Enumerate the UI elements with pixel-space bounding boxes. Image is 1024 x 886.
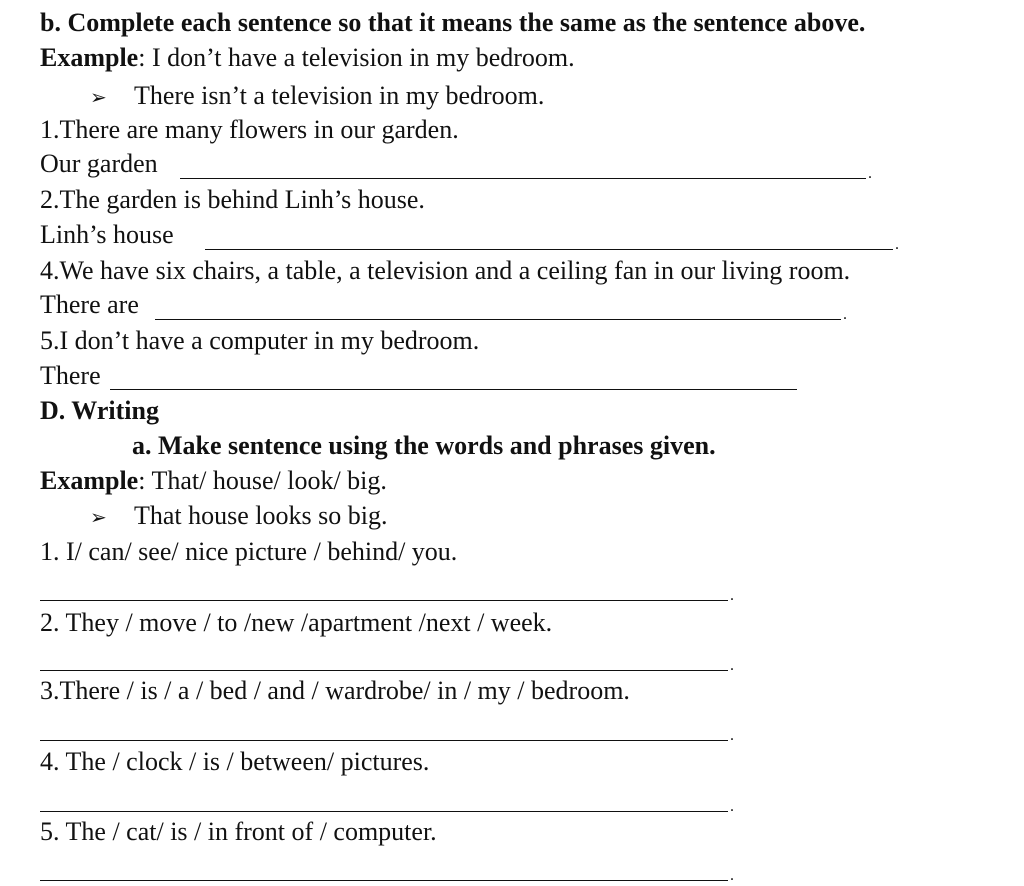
section-b-heading: b. Complete each sentence so that it means the same as the sentence above.: [40, 8, 866, 37]
item-prompt: 5.I don’t have a computer in my bedroom.: [40, 326, 480, 355]
answer-blank[interactable]: [40, 880, 728, 881]
example-line: [40, 466, 387, 496]
answer-blank[interactable]: [40, 670, 728, 671]
answer-blank[interactable]: [180, 178, 866, 179]
period: .: [895, 236, 899, 253]
writing-item: 3.There / is / a / bed / and / wardrobe/ in / my / bedroom.: [40, 676, 630, 705]
writing-item: 1. I/ can/ see/ nice picture / behind/ you.: [40, 537, 458, 566]
arrow-icon: ➢: [90, 505, 107, 529]
writing-item: 5. The / cat/ is / in front of / computer.: [40, 817, 437, 846]
answer-blank[interactable]: [155, 319, 841, 320]
example-label: Example: [40, 466, 139, 495]
item-start: There: [40, 361, 101, 390]
example-answer-line: [90, 81, 544, 111]
writing-item: 4. The / clock / is / between/ pictures.: [40, 747, 430, 776]
arrow-icon: ➢: [90, 85, 107, 109]
example-text: : I don’t have a television in my bedroom.: [138, 43, 575, 72]
example-answer: That house looks so big.: [134, 501, 388, 530]
period: .: [730, 727, 734, 744]
answer-blank[interactable]: [205, 249, 893, 250]
period: .: [730, 657, 734, 674]
answer-blank[interactable]: [110, 389, 797, 390]
answer-blank[interactable]: [40, 600, 728, 601]
example-answer-line: [90, 501, 388, 531]
section-d-subheading: a. Make sentence using the words and phrases given.: [132, 431, 716, 460]
period: .: [730, 798, 734, 815]
answer-blank[interactable]: [40, 811, 728, 812]
period: .: [730, 867, 734, 884]
section-d-heading: D. Writing: [40, 396, 159, 425]
item-prompt: 4.We have six chairs, a table, a television and a ceiling fan in our living room.: [40, 256, 851, 285]
period: .: [868, 165, 872, 182]
period: .: [843, 306, 847, 323]
item-start: Linh’s house: [40, 220, 174, 249]
item-start: Our garden: [40, 149, 158, 178]
writing-item: 2. They / move / to /new /apartment /next / week.: [40, 608, 553, 637]
period: .: [730, 587, 734, 604]
example-text: : That/ house/ look/ big.: [138, 466, 387, 495]
answer-blank[interactable]: [40, 740, 728, 741]
item-start: There are: [40, 290, 139, 319]
example-label: Example: [40, 43, 139, 72]
example-answer: There isn’t a television in my bedroom.: [134, 81, 545, 110]
item-prompt: 2.The garden is behind Linh’s house.: [40, 185, 425, 214]
item-prompt: 1.There are many flowers in our garden.: [40, 115, 459, 144]
example-line: [40, 43, 575, 73]
